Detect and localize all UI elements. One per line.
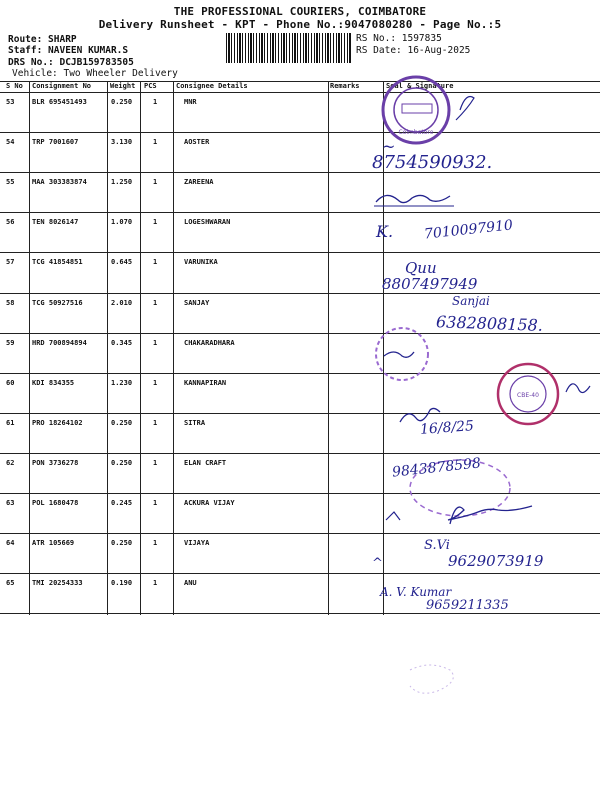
cell-consignment-no: TRP 7001607 — [32, 138, 79, 147]
cell-pcs: 1 — [153, 298, 158, 307]
cell-weight: 0.250 — [111, 539, 133, 548]
cell-consignment-no: MAA 303383874 — [32, 178, 87, 187]
col-remarks: Remarks — [330, 82, 360, 90]
cell-weight: 1.070 — [111, 218, 133, 227]
cell-pcs: 1 — [153, 499, 158, 507]
cell-sno: 65 — [6, 579, 15, 588]
sig-64-mark: ^ — [372, 556, 383, 571]
runsheet-subtitle: Delivery Runsheet - KPT - Phone No.:9047080280 - Page No.:5 — [98, 18, 502, 31]
cell-consignee: MNR — [184, 98, 197, 106]
cell-sno: 53 — [6, 98, 15, 106]
cell-consignment-no: ATR 105669 — [32, 539, 75, 548]
cell-pcs: 1 — [153, 539, 158, 548]
cell-consignment-no: PON 3736278 — [32, 458, 79, 467]
cell-weight: 3.130 — [111, 138, 133, 147]
cell-consignee: VARUNIKA — [184, 258, 218, 267]
cell-pcs: 1 — [153, 378, 158, 387]
cell-consignment-no: KDI 834355 — [32, 378, 75, 387]
table-header — [0, 82, 600, 92]
cell-sno: 61 — [6, 418, 15, 427]
row-divider — [0, 613, 600, 614]
cell-consignment-no: TEN 8026147 — [32, 218, 79, 227]
cell-sno: 57 — [6, 258, 15, 267]
cell-sno: 63 — [6, 499, 15, 507]
table-row — [0, 334, 600, 374]
cell-weight: 0.250 — [111, 98, 133, 106]
cell-pcs: 1 — [153, 98, 158, 106]
sig-56: K. — [376, 222, 394, 241]
cell-pcs: 1 — [153, 458, 158, 467]
phone-57: 8807497949 — [382, 275, 478, 293]
cell-consignment-no: BLR 695451493 — [32, 98, 87, 106]
drs-number: DRS No.: DCJB159783505 — [8, 57, 134, 68]
phone-54: 8754590932. — [372, 152, 493, 173]
phone-58: 6382808158. — [435, 312, 544, 335]
cell-consignee: AOSTER — [184, 138, 210, 147]
cell-consignee: SANJAY — [184, 298, 210, 307]
cell-consignee: ELAN CRAFT — [184, 458, 227, 467]
cell-consignment-no: TCG 41854851 — [32, 258, 83, 267]
cell-pcs: 1 — [153, 338, 158, 347]
table-row — [0, 374, 600, 414]
table-row — [0, 494, 600, 534]
cell-weight: 1.230 — [111, 378, 133, 387]
cell-pcs: 1 — [153, 418, 158, 427]
cell-weight: 0.250 — [111, 458, 133, 467]
cell-pcs: 1 — [153, 579, 158, 588]
phone-64: 9629073919 — [448, 552, 544, 570]
cell-consignment-no: TMI 20254333 — [32, 579, 83, 588]
sig-65: A. V. Kumar — [380, 585, 452, 599]
col-weight: Weight — [110, 82, 136, 90]
cell-weight: 0.345 — [111, 338, 133, 347]
cell-pcs: 1 — [153, 218, 158, 227]
cell-consignee: SITRA — [184, 418, 206, 427]
table-row — [0, 133, 600, 173]
sig-64: S.Vi — [424, 538, 450, 553]
rs-date: RS Date: 16-Aug-2025 — [356, 45, 471, 56]
cell-sno: 62 — [6, 458, 15, 467]
route-label: Route: SHARP — [8, 34, 77, 45]
col-consignee: Consignee Details — [176, 82, 248, 90]
cell-weight: 0.245 — [111, 499, 133, 507]
cell-pcs: 1 — [153, 138, 158, 147]
date-61: 16/8/25 — [419, 418, 475, 438]
cell-consignee: LOGESHWARAN — [184, 218, 231, 227]
cell-sno: 56 — [6, 218, 15, 227]
company-title: THE PROFESSIONAL COURIERS, COIMBATORE — [173, 5, 427, 18]
cell-consignee: KANNAPIRAN — [184, 378, 227, 387]
staff-label: Staff: NAVEEN KUMAR.S — [8, 45, 129, 56]
table-row — [0, 173, 600, 213]
cell-consignee: VIJAYA — [184, 539, 210, 548]
sig-54: ~ — [382, 137, 396, 156]
phone-56: 7010097910 — [423, 217, 514, 243]
cell-consignee: ZAREENA — [184, 178, 214, 187]
col-sno: S No — [6, 82, 23, 90]
sig-58: Sanjai — [452, 294, 490, 308]
vehicle-label: Vehicle: Two Wheeler Delivery — [12, 68, 178, 79]
stamp-53-text: Coimbatore — [398, 129, 434, 136]
col-consignment: Consignment No — [32, 82, 92, 90]
cell-weight: 0.250 — [111, 418, 133, 427]
cell-weight: 2.010 — [111, 298, 133, 307]
barcode-image — [226, 33, 352, 63]
cell-sno: 64 — [6, 539, 15, 548]
table-row — [0, 93, 600, 133]
cell-pcs: 1 — [153, 178, 158, 187]
cell-consignee: ACKURA VIJAY — [184, 499, 235, 507]
cell-consignment-no: POL 1680478 — [32, 499, 79, 507]
cell-sno: 58 — [6, 298, 15, 307]
rs-number: RS No.: 1597835 — [356, 33, 442, 44]
cell-consignment-no: TCG 50927516 — [32, 298, 83, 307]
cell-sno: 59 — [6, 338, 15, 347]
cell-weight: 0.190 — [111, 579, 133, 588]
table-row — [0, 454, 600, 494]
stamp-60-text: CBE-40 — [517, 392, 539, 399]
cell-consignee: CHAKARADHARA — [184, 338, 235, 347]
faint-stamp-mark — [400, 650, 480, 710]
cell-sno: 55 — [6, 178, 15, 187]
sig-57: Quu — [405, 259, 437, 277]
table-row — [0, 414, 600, 454]
cell-sno: 60 — [6, 378, 15, 387]
phone-62: 9843878598 — [391, 455, 482, 481]
table-row — [0, 574, 600, 614]
cell-weight: 1.250 — [111, 178, 133, 187]
cell-consignee: ANU — [184, 579, 197, 588]
cell-pcs: 1 — [153, 258, 158, 267]
col-seal-signature: Seal & Signature — [386, 82, 454, 90]
table-row — [0, 253, 600, 293]
cell-sno: 54 — [6, 138, 15, 147]
phone-65: 9659211335 — [426, 598, 509, 613]
cell-weight: 0.645 — [111, 258, 133, 267]
cell-consignment-no: HRD 700894894 — [32, 338, 87, 347]
col-pcs: PCS — [144, 82, 157, 90]
cell-consignment-no: PRO 18264102 — [32, 418, 83, 427]
